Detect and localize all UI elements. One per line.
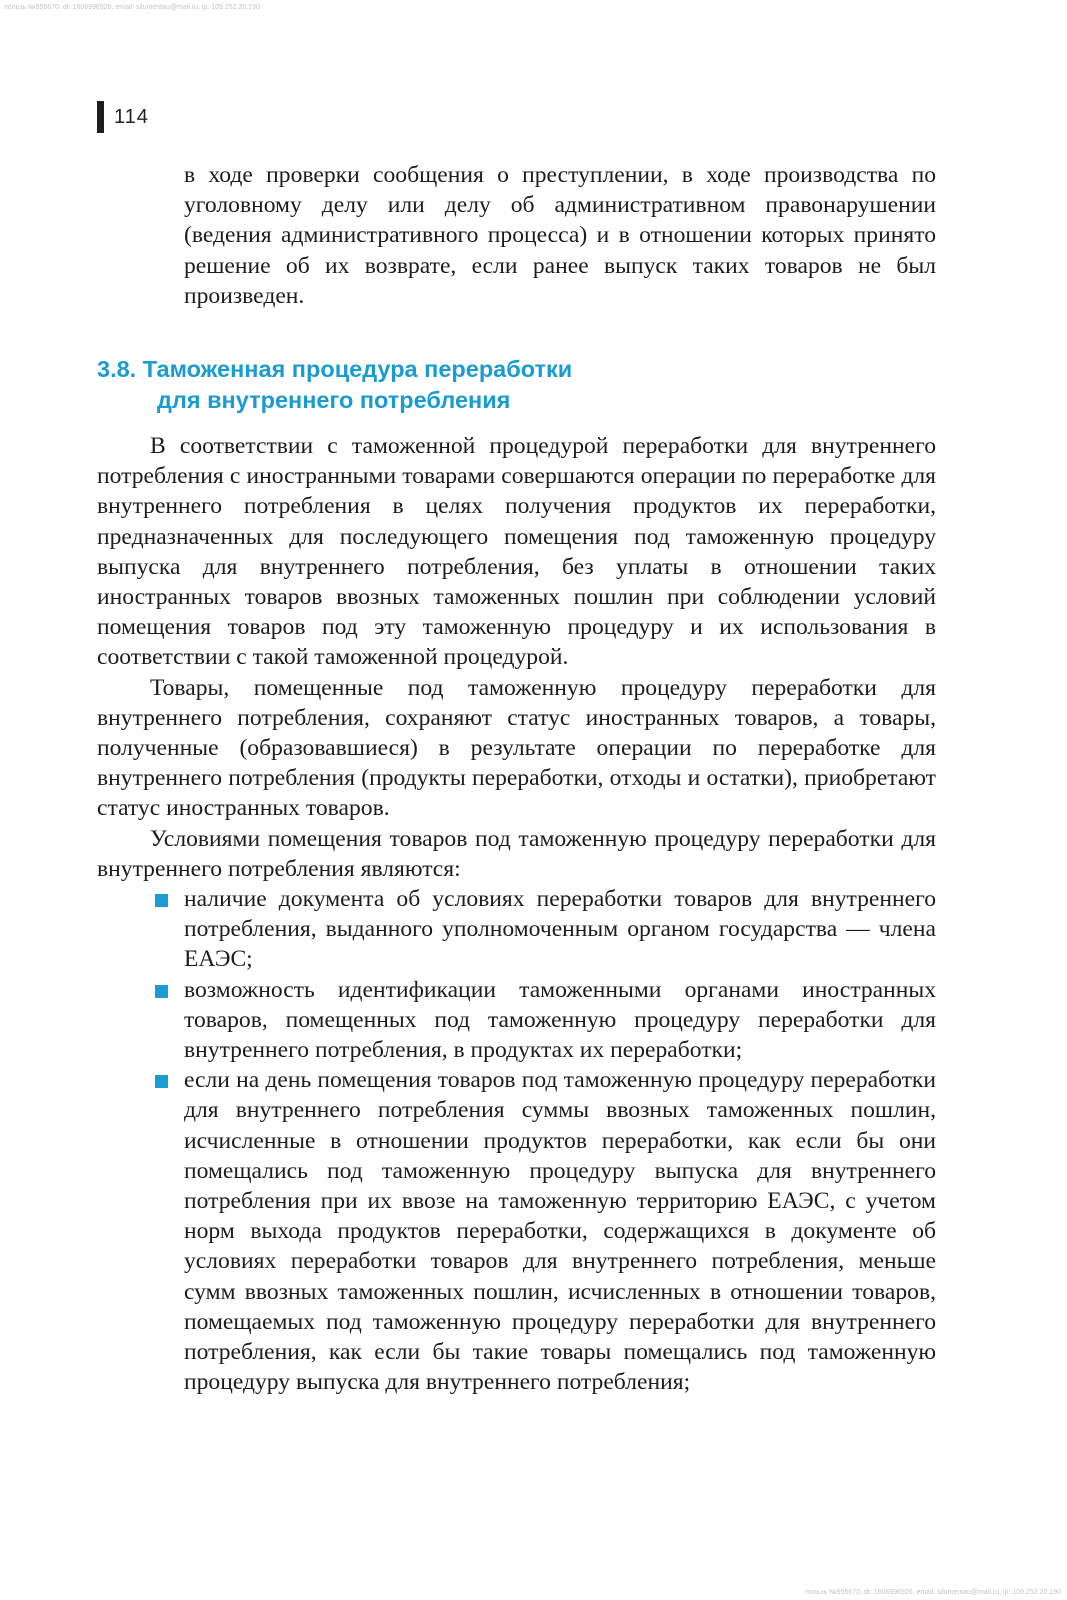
body-paragraph-2: Товары, помещенные под таможенную процедуру переработки для внутреннего потребления, сохраняют статус иностранных товаров, а товары, полученные (образовавшиеся) в результате операции по переработке для внутреннего потребления (продукты переработки, отходы и остатки), приобретают статус иностранных товаров. [97, 674, 936, 822]
list-item-text: наличие документа об условиях переработки товаров для внутреннего потребления, выданного уполномоченным органом государства — члена ЕАЭС; [184, 886, 936, 973]
list-item [97, 1065, 936, 1397]
section-heading-line1: 3.8. Таможенная процедура переработки [97, 356, 573, 382]
list-item [97, 884, 936, 975]
header-bar [97, 101, 104, 133]
body-text [97, 431, 936, 1398]
square-bullet-icon [155, 894, 168, 907]
list-item-text: возможность идентификации таможенными органами иностранных товаров, помещенных под таможенную процедуру переработки для внутреннего потребления, в продуктах их переработки; [184, 976, 936, 1064]
conditions-list [97, 884, 936, 1397]
page-header [97, 101, 149, 133]
page-number: 114 [114, 105, 149, 128]
carryover-block [97, 160, 936, 311]
section-heading [97, 354, 897, 416]
body-paragraph-1: В соответствии с таможенной процедурой переработки для внутреннего потребления с иностранными товарами совершаются операции по переработке для внутреннего потребления в целях получения продуктов их переработки, предназначенных для последующего помещения под таможенную процедуру выпуска для внутреннего потребления, без уплаты в отношении таких иностранных товаров ввозных таможенных пошлин при соблюдении условий помещения товаров под эту таможенную процедуру и их использования в соответствии с такой таможенной процедурой. [97, 433, 936, 671]
watermark-bottom: пользь №956670, dt: 1606996926, email: silumentau@mail.ru, ip: 109.252.20.190 [805, 1589, 1061, 1596]
square-bullet-icon [155, 985, 168, 998]
body-paragraph-3: Условиями помещения товаров под таможенную процедуру переработки для внутреннего потребления являются: [97, 825, 936, 882]
section-heading-line2: для внутреннего потребления [157, 387, 511, 413]
list-item [97, 975, 936, 1066]
carryover-paragraph: в ходе проверки сообщения о преступлении, в ходе производства по уголовному делу или делу об административном правонарушении (ведения административного процесса) и в отношении которых принято решение об их возврате, если ранее выпуск таких товаров не был произведен. [184, 162, 936, 309]
watermark-top: пользь №956670, dt: 1606996926, email: silumentau@mail.ru, ip: 109.252.20.190 [4, 4, 260, 11]
square-bullet-icon [155, 1075, 168, 1088]
list-item-text: если на день помещения товаров под таможенную процедуру переработки для внутреннего потребления суммы ввозных таможенных пошлин, исчисленные в отношении продуктов переработки, как если бы они помещались под таможенную процедуру выпуска для внутреннего потребления при их ввозе на таможенную территорию ЕАЭС, с учетом норм выхода продуктов переработки, содержащихся в документе об условиях переработки товаров для внутреннего потребления, меньше сумм ввозных таможенных пошлин, исчисленных в отношении товаров, помещаемых под таможенную процедуру переработки для внутреннего потребления, как если бы такие товары помещались под таможенную процедуру выпуска для внутреннего потребления; [184, 1067, 936, 1396]
